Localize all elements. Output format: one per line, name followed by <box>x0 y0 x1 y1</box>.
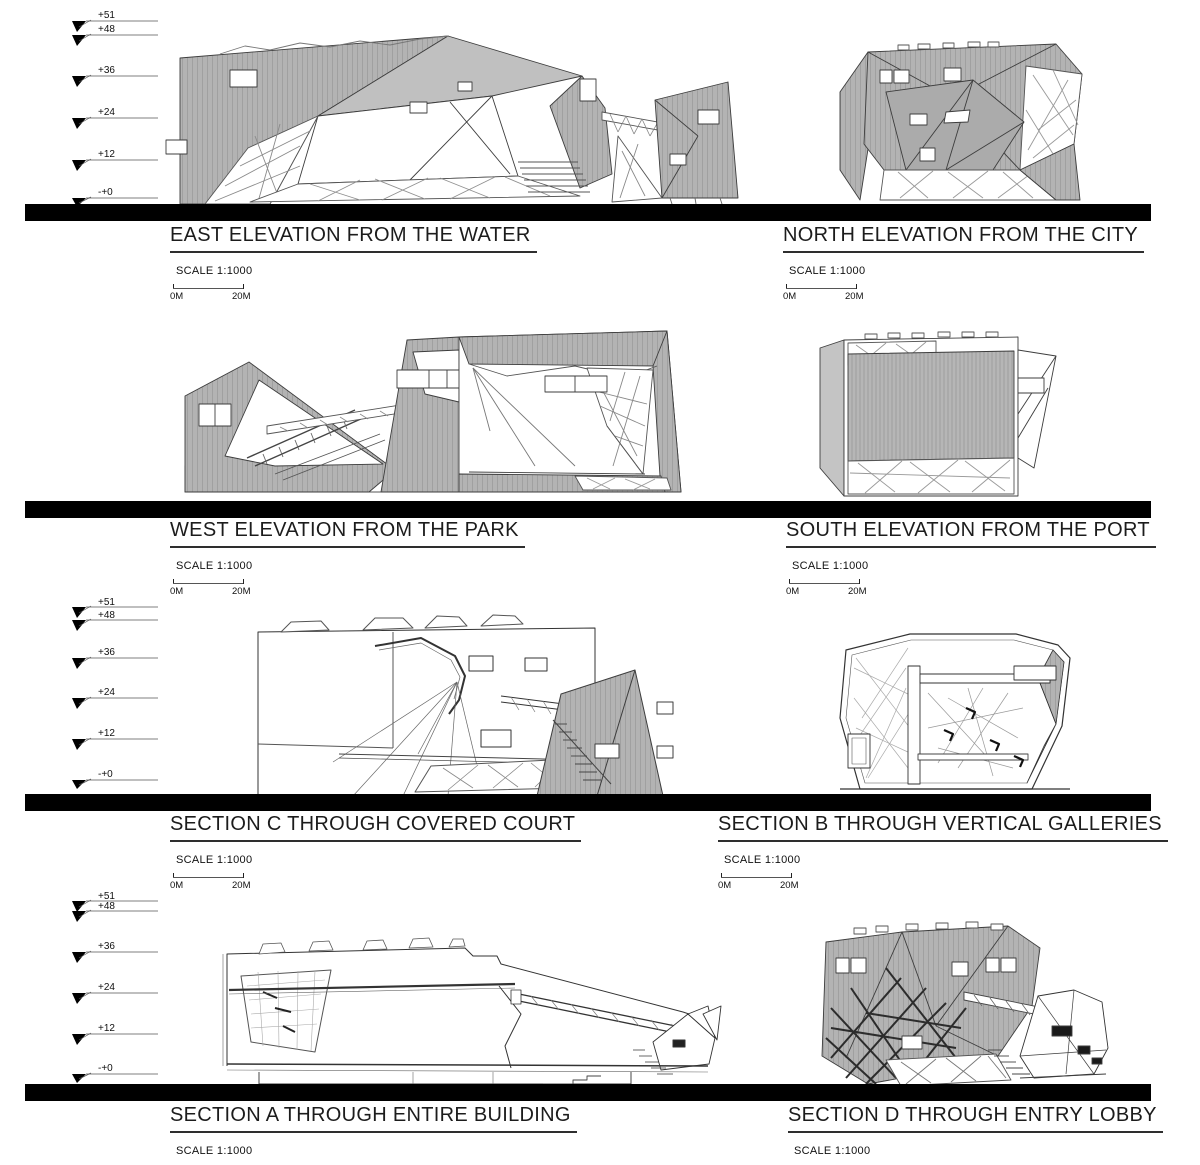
caption-section-c <box>170 814 581 893</box>
scale-bar-start-label: 0M <box>170 291 184 302</box>
level-label: +12 <box>98 1023 115 1034</box>
scale-bar-end-label: 20M <box>780 880 799 891</box>
caption-east-elevation <box>170 225 537 304</box>
scale-bar <box>783 284 883 304</box>
panel-title: SECTION C THROUGH COVERED COURT <box>170 814 581 842</box>
south-elevation-drawing <box>810 318 1065 502</box>
scale-label: SCALE 1:1000 <box>176 560 253 572</box>
panel-title: EAST ELEVATION FROM THE WATER <box>170 225 537 253</box>
panel-title: SECTION A THROUGH ENTIRE BUILDING <box>170 1105 577 1133</box>
scale-label: SCALE 1:1000 <box>176 1145 253 1157</box>
scale-bar-end-label: 20M <box>232 880 251 891</box>
scale-bar-end-label: 20M <box>845 291 864 302</box>
east-elevation-drawing <box>150 16 740 204</box>
scale-bar-start-label: 0M <box>786 586 800 597</box>
level-label: +51 <box>98 598 115 608</box>
caption-section-d <box>788 1105 1163 1157</box>
panel-title: SECTION B THROUGH VERTICAL GALLERIES <box>718 814 1168 842</box>
level-label: +48 <box>98 610 115 621</box>
section-c-drawing <box>163 602 678 796</box>
scale-label: SCALE 1:1000 <box>789 265 866 277</box>
scale-bar-start-label: 0M <box>718 880 732 891</box>
scale-label: SCALE 1:1000 <box>794 1145 871 1157</box>
level-label: -+0 <box>98 769 113 780</box>
scale-bar <box>718 873 818 893</box>
section-a-drawing <box>163 914 723 1086</box>
section-d-drawing <box>806 908 1116 1086</box>
section-b-drawing <box>818 608 1088 796</box>
caption-south-elevation <box>786 520 1156 599</box>
scale-bar-end-label: 20M <box>848 586 867 597</box>
ground-bar-row1 <box>25 204 1151 221</box>
level-label: +24 <box>98 687 115 698</box>
caption-west-elevation <box>170 520 525 599</box>
panel-title: SOUTH ELEVATION FROM THE PORT <box>786 520 1156 548</box>
scale-label: SCALE 1:1000 <box>724 854 801 866</box>
level-label: +48 <box>98 24 115 35</box>
caption-north-elevation <box>783 225 1144 304</box>
level-label: +36 <box>98 647 115 658</box>
scale-bar <box>170 284 270 304</box>
scale-bar-end-label: 20M <box>232 586 251 597</box>
level-label: +24 <box>98 982 115 993</box>
level-label: -+0 <box>98 1063 113 1074</box>
scale-label: SCALE 1:1000 <box>176 265 253 277</box>
scale-label: SCALE 1:1000 <box>176 854 253 866</box>
scale-bar <box>170 873 270 893</box>
level-label: +51 <box>98 892 115 902</box>
level-label: +36 <box>98 941 115 952</box>
elevation-level-scale-row3 <box>60 598 170 790</box>
scale-bar-end-label: 20M <box>232 291 251 302</box>
ground-bar-row3 <box>25 794 1151 811</box>
panel-title: SECTION D THROUGH ENTRY LOBBY <box>788 1105 1163 1133</box>
elevation-level-scale-row4 <box>60 892 170 1084</box>
level-label: +36 <box>98 65 115 76</box>
level-label: +24 <box>98 107 115 118</box>
caption-section-a <box>170 1105 577 1157</box>
level-label: +48 <box>98 901 115 912</box>
ground-bar-row4 <box>25 1084 1151 1101</box>
level-label: +12 <box>98 149 115 160</box>
north-elevation-drawing <box>828 30 1103 205</box>
scale-bar <box>786 579 886 599</box>
scale-bar-start-label: 0M <box>783 291 797 302</box>
ground-bar-row2 <box>25 501 1151 518</box>
scale-bar-start-label: 0M <box>170 880 184 891</box>
panel-title: NORTH ELEVATION FROM THE CITY <box>783 225 1144 253</box>
panel-title: WEST ELEVATION FROM THE PARK <box>170 520 525 548</box>
level-label: -+0 <box>98 187 113 198</box>
scale-bar <box>170 579 270 599</box>
scale-label: SCALE 1:1000 <box>792 560 869 572</box>
scale-bar-start-label: 0M <box>170 586 184 597</box>
caption-section-b <box>718 814 1168 893</box>
west-elevation-drawing <box>155 306 755 502</box>
level-label: +51 <box>98 10 115 21</box>
level-label: +12 <box>98 728 115 739</box>
